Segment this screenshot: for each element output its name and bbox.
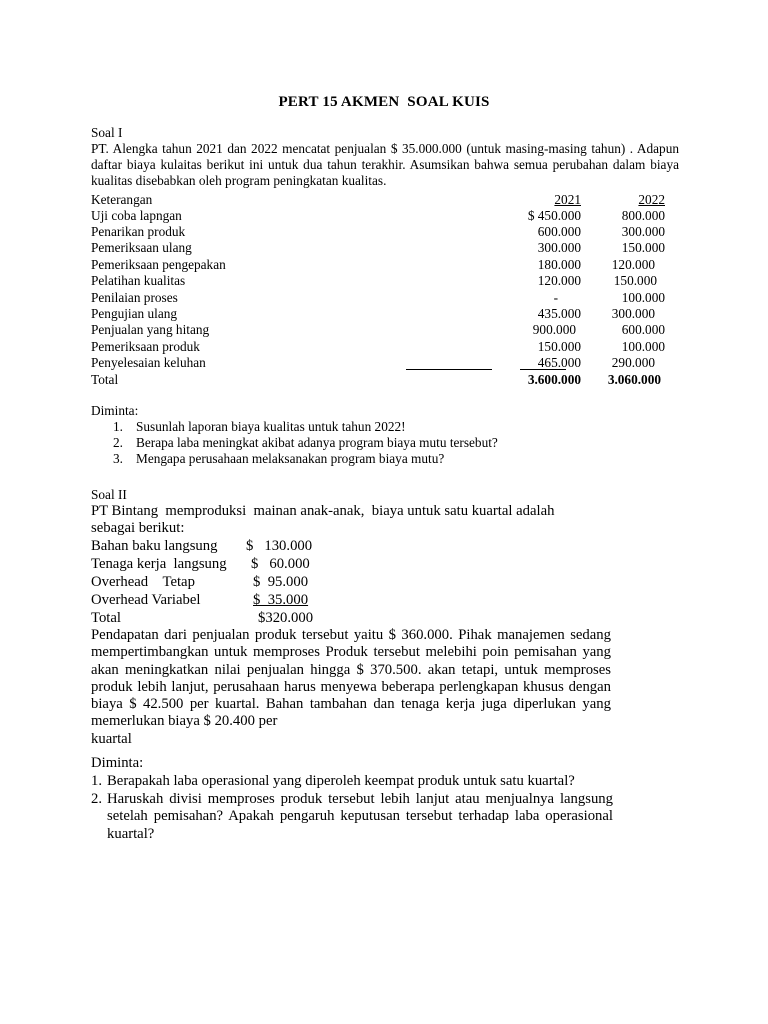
table-row — [91, 290, 691, 306]
row-value-2022: 150.000 — [621, 240, 665, 255]
header-2022: 2022 — [638, 192, 665, 207]
total-2022: 3.060.000 — [607, 372, 661, 387]
row-label: Pelatihan kualitas — [91, 273, 186, 288]
row-value-2021: 120.000 — [537, 273, 581, 288]
row-value-2021: 300.000 — [537, 240, 581, 255]
soal2-diminta: Diminta: — [91, 755, 144, 771]
cost-value: $ 35.000 — [253, 592, 309, 608]
cost-label: Tenaga kerja langsung — [91, 556, 227, 572]
list-item — [91, 773, 613, 791]
table-row — [91, 273, 691, 289]
question-number: 2. — [113, 435, 123, 450]
cost-row — [91, 556, 331, 573]
row-label: Pengujian ulang — [91, 306, 178, 321]
soal1-question-list — [91, 419, 498, 467]
cost-label: Overhead Tetap — [91, 574, 195, 590]
header-2021: 2021 — [554, 192, 581, 207]
question-number: 2. — [91, 790, 103, 807]
question-text: Susunlah laporan biaya kualitas untuk tahun 2022! — [136, 419, 406, 434]
soal1-heading: Soal I — [91, 125, 123, 140]
soal2-question-list — [91, 773, 613, 843]
cost-total-row — [91, 610, 331, 627]
soal2-intro-line2: sebagai berikut: — [91, 520, 185, 536]
table-row — [91, 208, 691, 224]
row-value-2022: 600.000 — [621, 322, 665, 337]
row-value-2022: 100.000 — [621, 290, 665, 305]
cost-label: Overhead Variabel — [91, 592, 201, 608]
cost-value: $ 60.000 — [251, 556, 310, 572]
question-number: 3. — [113, 451, 123, 466]
row-value-2021: 600.000 — [537, 224, 581, 239]
soal1-intro: PT. Alengka tahun 2021 dan 2022 mencatat penjualan $ 35.000.000 (untuk masing-masing tahun) . Adapun daftar biaya kulaitas berikut ini untuk dua tahun terakhir. Asumsikan bahwa semua perubahan dalam biaya kualitas disebabkan oleh program peningkatan kualitas. — [91, 141, 679, 189]
table-total-row — [91, 372, 691, 388]
row-value-2021: 150.000 — [537, 339, 581, 354]
total-label: Total — [91, 372, 119, 387]
subtotal-rule-2021 — [406, 369, 492, 370]
paragraph-text: Pendapatan dari penjualan produk tersebut yaitu $ 360.000. Pihak manajemen sedang mempertimbangkan untuk memproses Produk tersebut melebihi poin pemisahan yang akan meningkatkan nilai penjualan hingga $ 370.500. akan tetapi, untuk memproses produk lebih lanjut, perusahaan harus menyewa beberapa perlengkapan khusus dengan biaya $ 42.500 per kuartal. Bahan tambahan dan tenaga kerja juga diperlukan yang memerlukan biaya $ 20.400 per — [91, 627, 611, 730]
row-value-2021: 900.000 — [532, 322, 576, 337]
cost-row — [91, 592, 331, 609]
table-row — [91, 339, 691, 355]
soal2-heading: Soal II — [91, 487, 127, 502]
row-value-2022: 800.000 — [621, 208, 665, 223]
row-value-2021: 180.000 — [537, 257, 581, 272]
list-item — [91, 435, 498, 451]
list-item — [91, 451, 498, 467]
cost-row — [91, 574, 331, 591]
row-value-2022: 300.000 — [621, 224, 665, 239]
row-value-2021: - — [553, 290, 558, 305]
paragraph-last-line: kuartal — [91, 730, 132, 747]
soal2-paragraph — [91, 627, 611, 748]
cost-total-label: Total — [91, 610, 121, 626]
table-row — [91, 306, 691, 322]
table-row — [91, 257, 691, 273]
cost-value: $ 130.000 — [246, 538, 313, 554]
table-row — [91, 240, 691, 256]
row-label: Penilaian proses — [91, 290, 178, 305]
cost-total-value: $320.000 — [258, 610, 314, 626]
question-number: 1. — [91, 773, 103, 789]
soal1-diminta: Diminta: — [91, 403, 139, 418]
table-row — [91, 355, 691, 371]
subtotal-rule-2022 — [520, 369, 566, 370]
question-text: Haruskah divisi memproses produk tersebut lebih lanjut atau menjualnya langsung setelah pemisahan? Apakah pengaruh keputusan tersebut terhadap laba operasional kuartal? — [107, 790, 613, 842]
row-value-2022: 150.000 — [613, 273, 657, 288]
cost-value: $ 95.000 — [253, 574, 309, 590]
question-text: Berapakah laba operasional yang diperoleh keempat produk untuk satu kuartal? — [107, 773, 575, 789]
row-value-2021: $ 450.000 — [527, 208, 581, 223]
row-value-2021: 465.000 — [537, 355, 581, 370]
row-label: Pemeriksaan produk — [91, 339, 200, 354]
question-text: Mengapa perusahaan melaksanakan program biaya mutu? — [136, 451, 445, 466]
total-2021: 3.600.000 — [527, 372, 581, 387]
header-keterangan: Keterangan — [91, 192, 153, 207]
table-row — [91, 322, 691, 338]
cost-row — [91, 538, 331, 555]
table-header-row — [91, 192, 691, 208]
row-label: Pemeriksaan pengepakan — [91, 257, 226, 272]
list-item — [91, 419, 498, 435]
row-label: Penarikan produk — [91, 224, 186, 239]
row-label: Uji coba lapngan — [91, 208, 182, 223]
row-value-2022: 120.000 — [611, 257, 655, 272]
row-label: Pemeriksaan ulang — [91, 240, 192, 255]
row-value-2022: 300.000 — [611, 306, 655, 321]
table-row — [91, 224, 691, 240]
row-label: Penyelesaian keluhan — [91, 355, 206, 370]
row-value-2022: 290.000 — [611, 355, 655, 370]
row-value-2022: 100.000 — [621, 339, 665, 354]
question-text: Berapa laba meningkat akibat adanya program biaya mutu tersebut? — [136, 435, 498, 450]
row-value-2021: 435.000 — [537, 306, 581, 321]
question-number: 1. — [113, 419, 123, 434]
row-label: Penjualan yang hitang — [91, 322, 210, 337]
soal2-intro-line1: PT Bintang memproduksi mainan anak-anak, biaya untuk satu kuartal adalah — [91, 503, 555, 519]
list-item — [91, 791, 613, 844]
cost-label: Bahan baku langsung — [91, 538, 218, 554]
page-title: PERT 15 AKMEN SOAL KUIS — [278, 94, 490, 110]
